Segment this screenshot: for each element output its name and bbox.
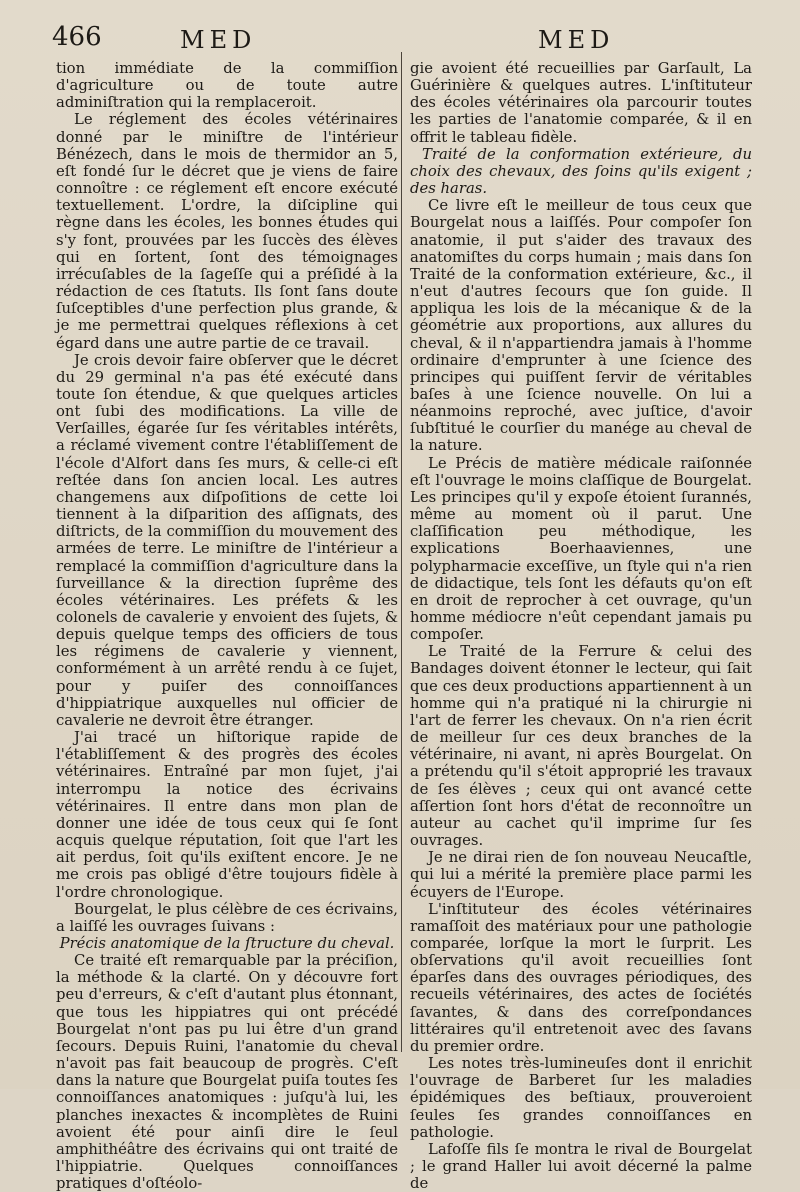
paragraph: L'inſtituteur des écoles vétérinaires ramaſſoit des matériaux pour une pathologie comparée, lorſque la mort le ſurprit. Les obſervations qu'il avoit recueillies ſont éparſes dans des ouvrages périodiques, des recueils vétérinaires, des actes de ſociétés ſavantes, & dans des correſpondances littéraires qu'il entretenoit avec des ſavans du premier ordre.: [410, 900, 752, 1055]
section-heading: Traité de la conformation extérieure, du choix des chevaux, des ſoins qu'ils exigent ; des haras.: [410, 145, 752, 198]
page-header: [0, 22, 800, 58]
left-column: [56, 60, 398, 1192]
paragraph: tion immédiate de la commiſſion d'agriculture ou de toute autre adminiſtration qui la remplaceroit.: [56, 60, 398, 112]
paragraph: Le Précis de matière médicale raiſonnée eſt l'ouvrage le moins claſſique de Bourgelat. Les principes qu'il y expoſe étoient ſurannés, même au moment où il parut. Une claſſification peu méthodique, les explications Boerhaaviennes, une polypharmacie exceſſive, un ſtyle qui n'a rien de didactique, tels ſont les défauts qu'on eſt en droit de reprocher à cet ouvrage, qu'un homme médiocre n'eût cependant jamais pu compoſer.: [410, 454, 752, 644]
column-rule: [401, 52, 402, 1052]
paragraph: Je ne dirai rien de ſon nouveau Neucaſtle, qui lui a mérité la première place parmi les écuyers de l'Europe.: [410, 849, 752, 901]
running-head-left: MED: [180, 26, 257, 54]
paragraph: J'ai tracé un hiſtorique rapide de l'établiſſement & des progrès des écoles vétérinaires. Entraîné par mon ſujet, j'ai interrompu la notice des écrivains vétérinaires. Il entre dans mon plan de donner une idée de tous ceux qui ſe ſont acquis quelque réputation, ſoit que l'art les ait perdus, ſoit qu'ils exiſtent encore. Je ne me crois pas obligé d'être toujours fidèle à l'ordre chronologique.: [56, 729, 398, 901]
paragraph: Ce traité eſt remarquable par la préciſion, la méthode & la clarté. On y découvre fort peu d'erreurs, & c'eſt d'autant plus étonnant, que tous les hippiatres qui ont précédé Bourgelat n'ont pas pu lui être d'un grand ſecours. Depuis Ruini, l'anatomie du cheval n'avoit pas fait beaucoup de progrès. C'eſt dans la nature que Bourgelat puiſa toutes ſes connoiſſances anatomiques : juſqu'à lui, les planches inexactes & incomplètes de Ruini avoient été pour ainſi dire le ſeul amphithéâtre des écrivains qui ont traité de l'hippiatrie. Quelques connoiſſances pratiques d'oſtéolo-: [56, 952, 398, 1192]
page-number: 466: [52, 22, 102, 52]
paragraph: Le réglement des écoles vétérinaires donné par le miniſtre de l'intérieur Bénézech, dans le mois de thermidor an 5, eſt fondé ſur le décret que je viens de faire connoître : ce réglement eſt encore exécuté textuellement. L'ordre, la diſcipline qui règne dans les écoles, les bonnes études qui s'y font, prouvées par les ſuccès des élèves qui en ſortent, ſont des témoignages irrécuſables de la ſageſſe qui a préſidé à la rédaction de ces ſtatuts. Ils ſont ſans doute ſuſceptibles d'une perfection plus grande, & je me permettrai quelques réflexions à cet égard dans une autre partie de ce travail.: [56, 111, 398, 352]
paragraph: Lafoſſe fils ſe montra le rival de Bourgelat ; le grand Haller lui avoit décerné la palme de: [410, 1140, 752, 1192]
paragraph: Les notes très-lumineuſes dont il enrichit l'ouvrage de Barberet ſur les maladies épidémiques des beſtiaux, prouveroient ſeules ſes grandes connoiſſances en pathologie.: [410, 1055, 752, 1141]
paragraph: Ce livre eſt le meilleur de tous ceux que Bourgelat nous a laiſſés. Pour compoſer ſon anatomie, il put s'aider des travaux des anatomiſtes du corps humain ; mais dans ſon Traité de la conformation extérieure, &c., il n'eut d'autres ſecours que ſon guide. Il appliqua les lois de la mécanique & de la géométrie aux proportions, aux allures du cheval, & il n'appartiendra jamais à l'homme ordinaire d'emprunter à une ſcience des principes qui puiſſent ſervir de véritables baſes à une ſcience nouvelle. On lui a néanmoins reproché, avec juſtice, d'avoir ſubſtitué le courſier du manége au cheval de la nature.: [410, 197, 752, 455]
paragraph: gie avoient été recueillies par Garſault, La Guérinière & quelques autres. L'inſtituteur des écoles vétérinaires ola parcourir toutes les parties de l'anatomie comparée, & il en offrit le tableau fidèle.: [410, 60, 752, 146]
running-head-right: MED: [538, 26, 615, 54]
right-column: [410, 60, 752, 1192]
paragraph: Bourgelat, le plus célèbre de ces écrivains, a laiſſé les ouvrages ſuivans :: [56, 900, 398, 935]
paragraph: Le Traité de la Ferrure & celui des Bandages doivent étonner le lecteur, qui ſait que ces deux productions appartiennent à un homme qui n'a pratiqué ni la chirurgie ni l'art de ferrer les chevaux. On n'a rien écrit de meilleur ſur ces deux branches de la vétérinaire, ni avant, ni après Bourgelat. On a prétendu qu'il s'étoit approprié les travaux de ſes élèves ; ceux qui ont avancé cette aſſertion ſont hors d'état de reconnoître un auteur au cachet qu'il imprime ſur ſes ouvrages.: [410, 643, 752, 850]
paragraph: Je crois devoir faire obſerver que le décret du 29 germinal n'a pas été exécuté dans toute ſon étendue, & que quelques articles ont ſubi des modifications. La ville de Verſailles, égarée ſur ſes véritables intérêts, a réclamé vivement contre l'établiſſement de l'école d'Alfort dans ſes murs, & celle-ci eſt reſtée dans ſon ancien local. Les autres changemens aux diſpoſitions de cette loi tiennent à la diſparition des aſſignats, des diſtricts, de la commiſſion du mouvement des armées de terre. Le miniſtre de l'intérieur a remplacé la commiſſion d'agriculture dans la ſurveillance & la direction ſuprême des écoles vétérinaires. Les préfets & les colonels de cavalerie y envoient des ſujets, & depuis quelque temps des officiers de tous les régimens de cavalerie y viennent, conformément à un arrêté rendu à ce ſujet, pour y puiſer des connoiſſances d'hippiatrique auxquelles nul officier de cavalerie ne devroit être étranger.: [56, 351, 398, 729]
section-heading: Précis anatomique de la ſtructure du cheval.: [59, 934, 395, 952]
